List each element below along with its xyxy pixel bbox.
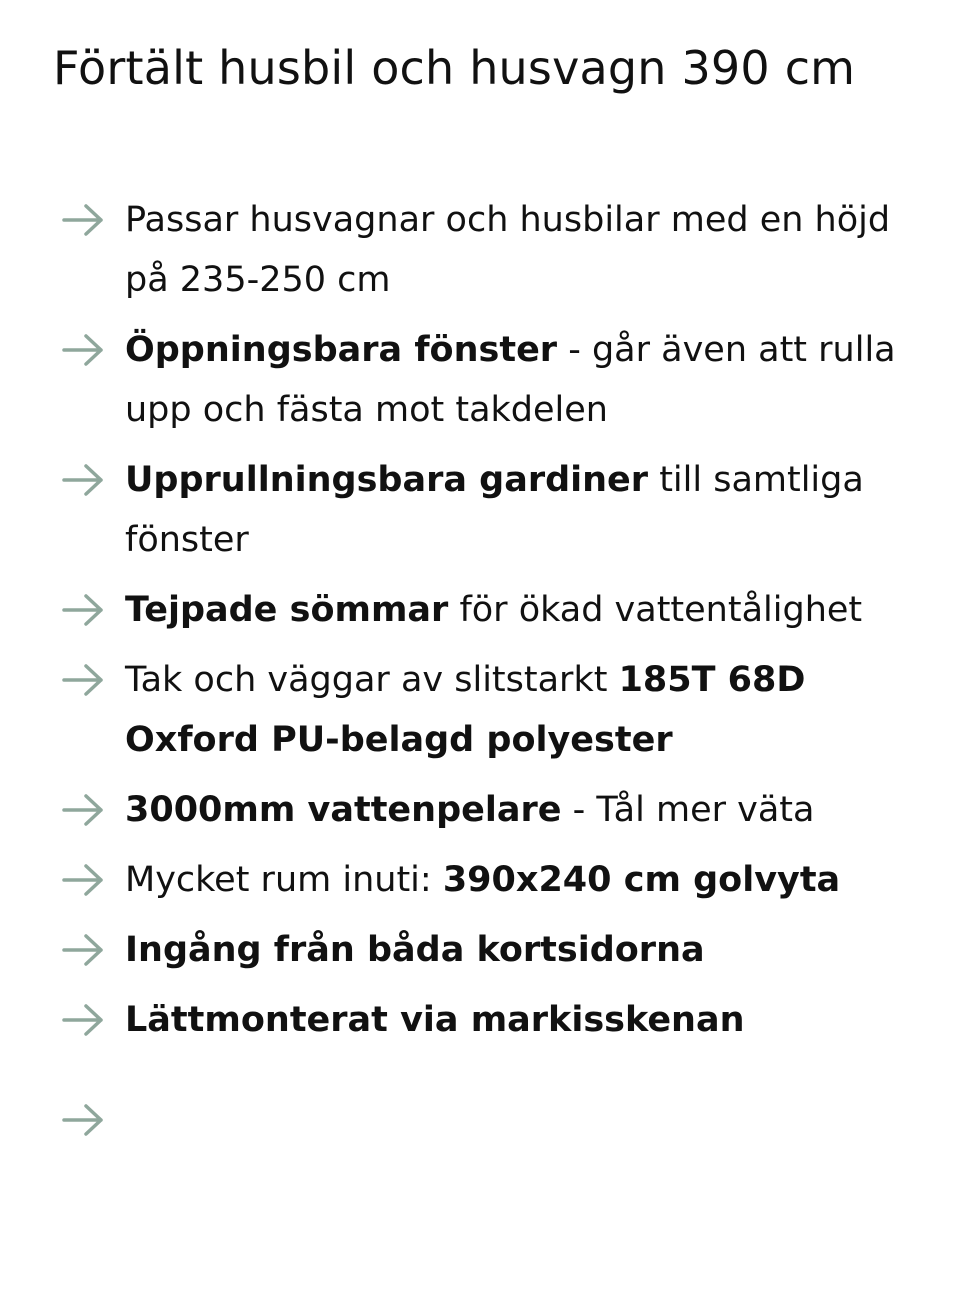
arrow-right-icon xyxy=(62,1002,106,1038)
arrow-right-icon xyxy=(62,462,106,498)
feature-bold-text: 3000mm vattenpelare xyxy=(125,790,562,830)
feature-text: till samtliga fönster xyxy=(125,460,864,560)
feature-item-mounting xyxy=(0,990,960,1050)
feature-text: Passar husvagnar och husbilar med en höjd på 235-250 cm xyxy=(125,200,891,300)
arrow-right-icon xyxy=(62,932,106,968)
arrow-right-icon xyxy=(62,202,106,238)
feature-item-floor-area xyxy=(0,850,960,910)
arrow-right-icon xyxy=(62,792,106,828)
feature-item-water-column xyxy=(0,780,960,840)
page-title: Förtält husbil och husvagn 390 cm xyxy=(53,41,856,95)
feature-list xyxy=(0,190,960,1160)
feature-text: - Tål mer väta xyxy=(561,790,815,830)
arrow-right-icon xyxy=(62,662,106,698)
feature-text: Mycket rum inuti: xyxy=(125,860,443,900)
feature-bold-text: Tejpade sömmar xyxy=(125,590,449,630)
feature-item-seams xyxy=(0,580,960,640)
feature-text: - går även att rulla upp och fästa mot takdelen xyxy=(125,330,896,430)
feature-text: för ökad vattentålighet xyxy=(448,590,863,630)
feature-bold-text: 390x240 cm golvyta xyxy=(442,860,841,900)
feature-bold-text: Öppningsbara fönster xyxy=(125,330,558,370)
feature-bold-text: Ingång från båda kortsidorna xyxy=(125,930,705,970)
arrow-right-icon xyxy=(62,592,106,628)
feature-item-curtains xyxy=(0,450,960,570)
feature-bold-text: Lättmonterat via markisskenan xyxy=(125,1000,745,1040)
feature-item-windows xyxy=(0,320,960,440)
arrow-right-icon xyxy=(62,862,106,898)
arrow-right-icon xyxy=(62,332,106,368)
feature-item-height xyxy=(0,190,960,310)
feature-item-material xyxy=(0,650,960,770)
arrow-right-icon xyxy=(62,1102,106,1138)
feature-bold-text: Upprullningsbara gardiner xyxy=(125,460,649,500)
feature-bold-text: 185T 68D Oxford PU-belagd polyester xyxy=(125,660,806,760)
feature-item-entrances xyxy=(0,920,960,980)
feature-text: Tak och väggar av slitstarkt xyxy=(125,660,619,700)
feature-item-empty xyxy=(0,1090,960,1150)
